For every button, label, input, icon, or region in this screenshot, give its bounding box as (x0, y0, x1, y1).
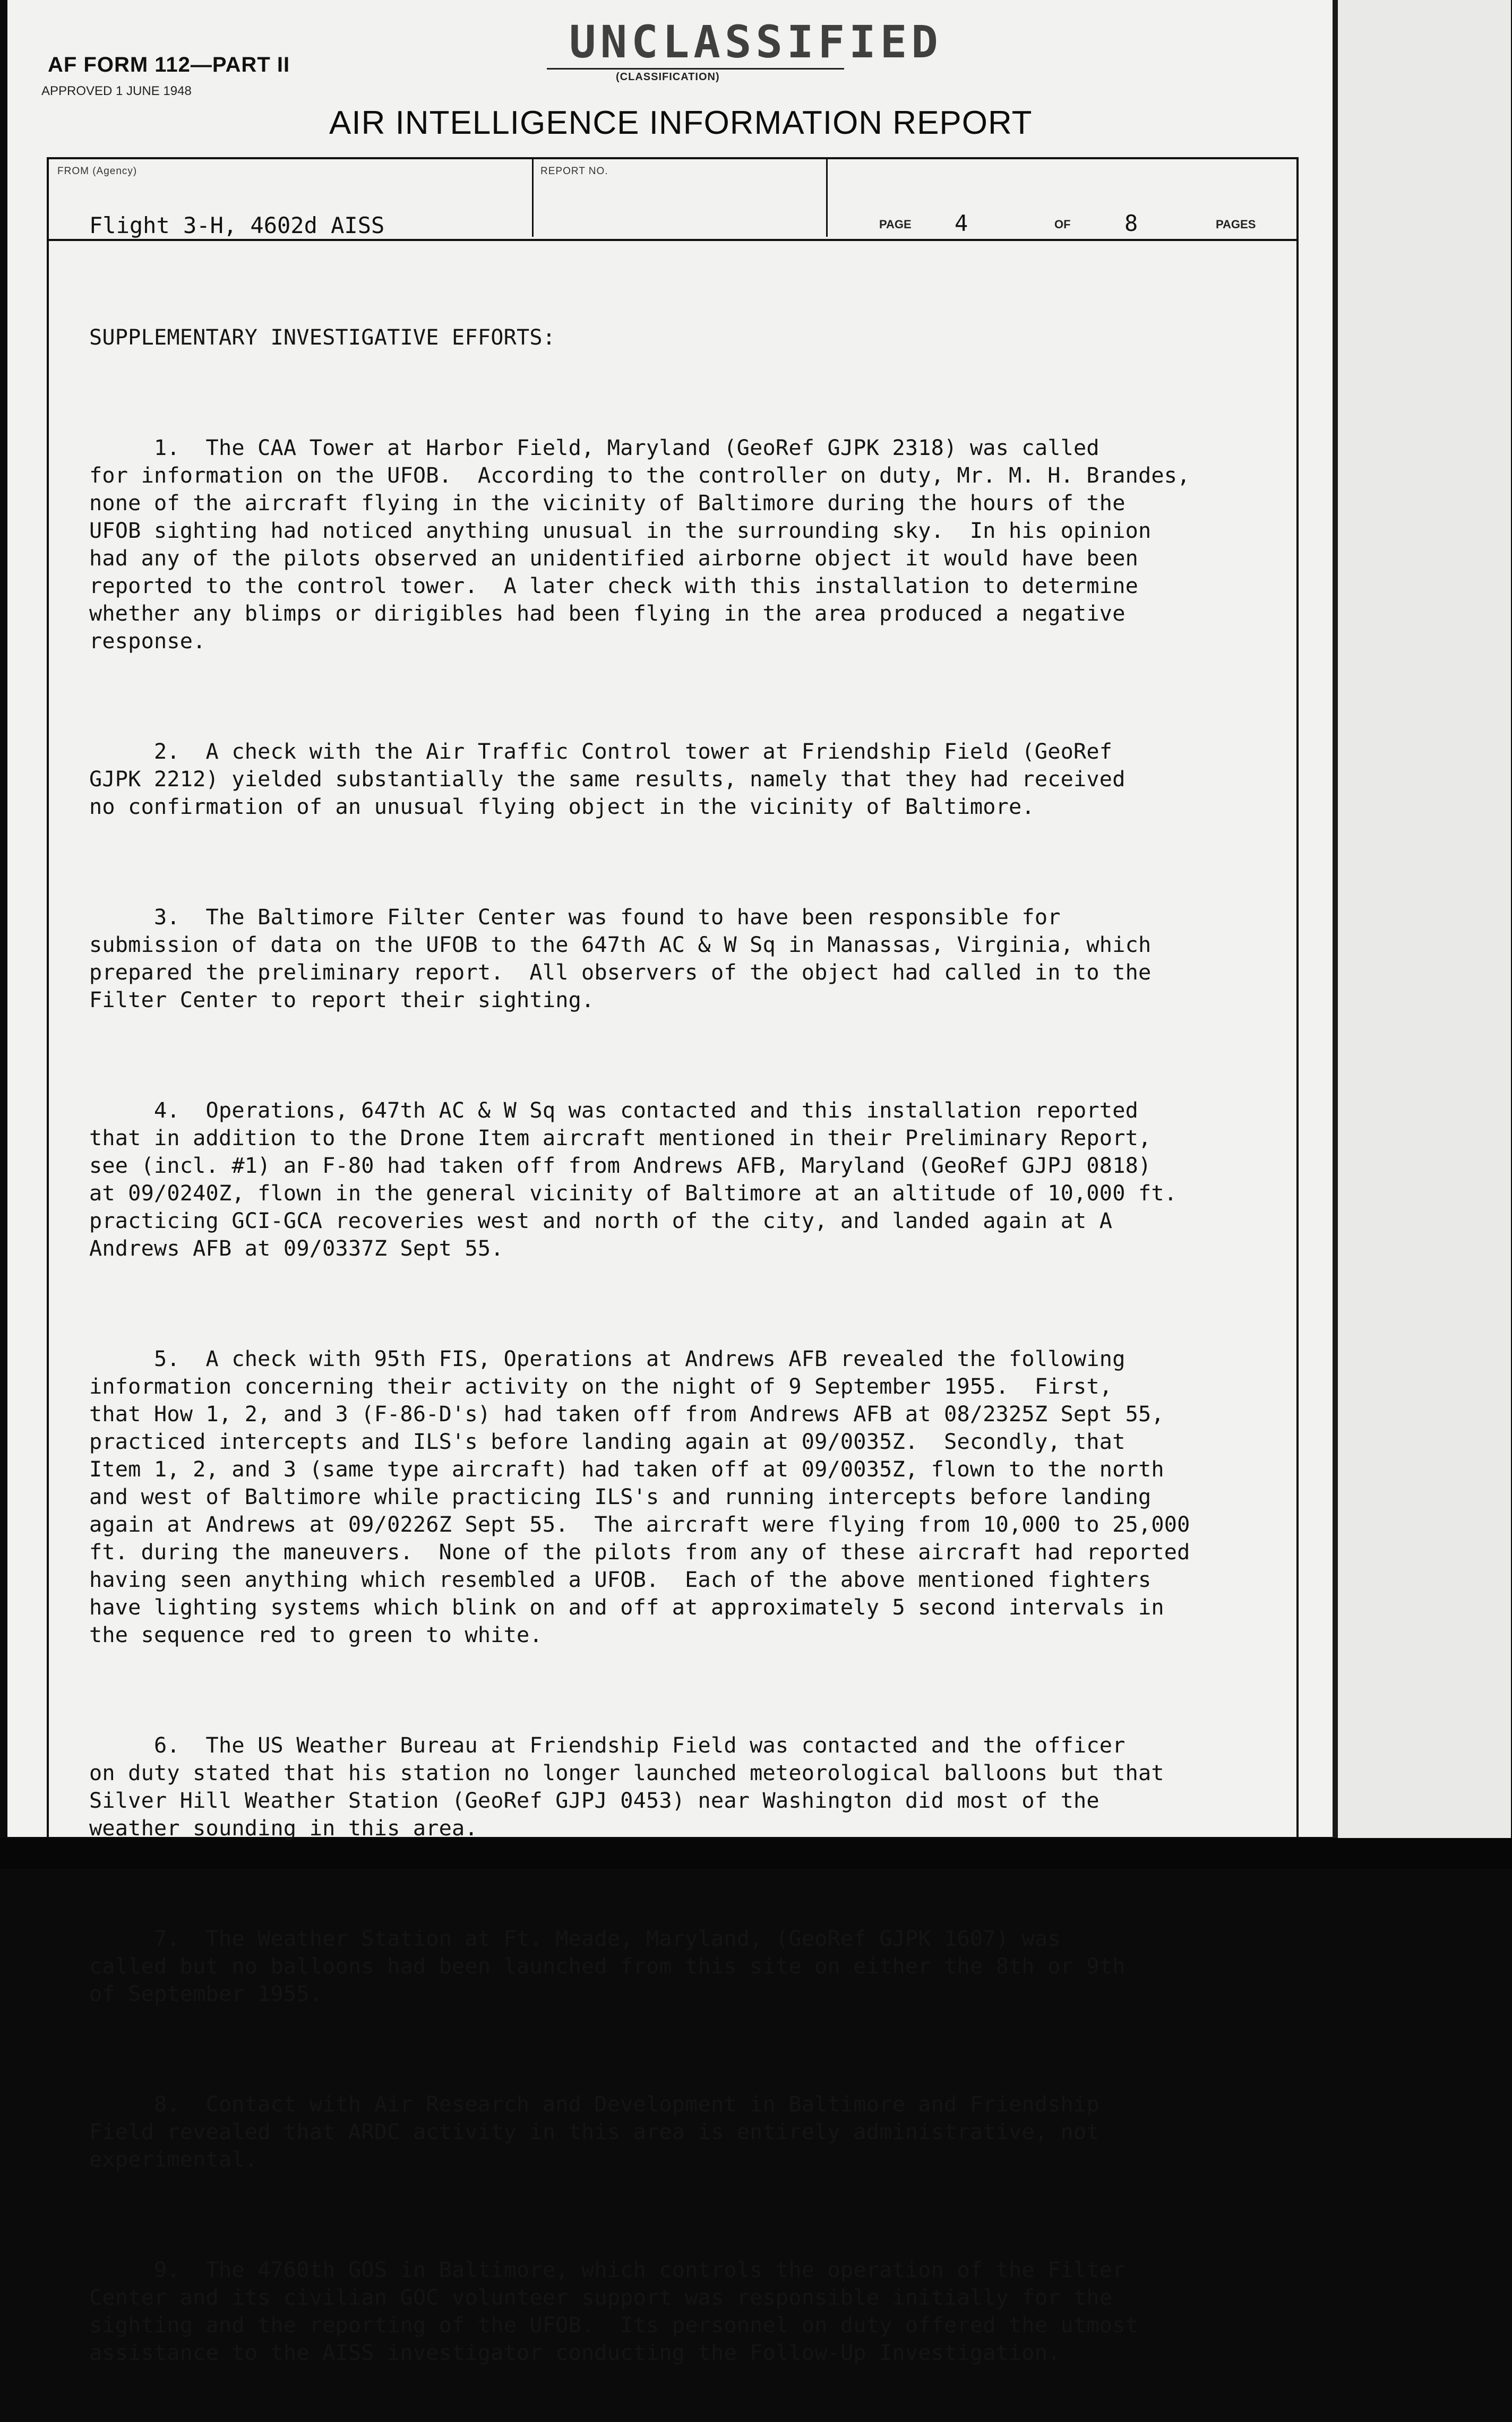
paragraph: 6. The US Weather Bureau at Friendship Field was contacted and the officer on duty stated that his station no longer launched meteorological balloons but that Silver Hill Weather Station (GeoRef GJPJ 0453) near Washington did most of the weather sounding in this area. (89, 1733, 1164, 1841)
classification-stamp: UNCLASSIFIED (569, 16, 942, 68)
total-pages: 8 (1124, 210, 1138, 236)
page-label: PAGE (879, 218, 912, 231)
header-divider (826, 159, 828, 237)
paragraph: 8. Contact with Air Research and Development in Baltimore and Friendship Field revealed that ARDC activity in this area is entirely administrative, not experimental. (89, 2092, 1099, 2172)
report-no-label: REPORT NO. (540, 166, 608, 177)
classification-underline (547, 68, 844, 70)
pages-label: PAGES (1216, 218, 1256, 231)
from-value: Flight 3-H, 4602d AISS (89, 212, 385, 238)
section-heading: SUPPLEMENTARY INVESTIGATIVE EFFORTS: (89, 325, 556, 350)
page-border-left (47, 157, 49, 1837)
paragraph: 2. A check with the Air Traffic Control tower at Friendship Field (GeoRef GJPK 2212) yielded substantially the same results, namely that they had received no confirmation of an unusual flying object in the vicinity of Baltimore. (89, 740, 1126, 819)
classification-label: (CLASSIFICATION) (616, 71, 720, 83)
from-label: FROM (Agency) (57, 166, 138, 177)
paragraph: 7. The Weather Station at Ft. Meade, Maryland, (GeoRef GJPK 1607) was called but no balloons had been launched from this site on either the 8th or 9th of September 1955. (89, 1927, 1126, 2006)
underlying-page-edge (1333, 0, 1511, 1842)
of-label: OF (1054, 218, 1071, 231)
paragraph: 9. The 4760th GOS in Baltimore, which controls the operation of the Filter Center and its civilian GOC volunteer support was responsible initially for the sighting and the reporting of the UFOB. Its personnel on duty offered the utmost assistance to the AISS investigator conducting the Follow-Up Investigation. (89, 2258, 1138, 2365)
paragraph: 5. A check with 95th FIS, Operations at Andrews AFB revealed the following information concerning their activity on the night of 9 September 1955. First, that How 1, 2, and 3 (F-86-D's) had taken off from Andrews AFB at 08/2325Z Sept 55, practiced intercepts and ILS's before landing again at 09/0035Z. Secondly, that Item 1, 2, and 3 (same type aircraft) had taken off at 09/0035Z, flown to the north and west of Baltimore while practicing ILS's and running intercepts before landing again at Andrews at 09/0226Z Sept 55. The aircraft were flying from 10,000 to 25,000 ft. during the maneuvers. None of the pilots from any of these aircraft had reported having seen anything which resembled a UFOB. Each of the above mentioned fighters have lighting systems which blink on and off at approximately 5 second intervals in the sequence red to green to white. (89, 1347, 1190, 1647)
paragraph: 4. Operations, 647th AC & W Sq was contacted and this installation reported that in addition to the Drone Item aircraft mentioned in their Preliminary Report, see (incl. #1) an F-80 had taken off from Andrews AFB, Maryland (GeoRef GJPJ 0818) at 09/0240Z, flown in the general vicinity of Baltimore at an altitude of 10,000 ft. practicing GCI-GCA recoveries west and north of the city, and landed again at A Andrews AFB at 09/0337Z Sept 55. (89, 1098, 1178, 1261)
form-approval-date: APPROVED 1 JUNE 1948 (41, 84, 192, 98)
report-body (89, 269, 1310, 2422)
paragraph: 1. The CAA Tower at Harbor Field, Maryland (GeoRef GJPK 2318) was called for information on the UFOB. According to the controller on duty, Mr. M. H. Brandes, none of the aircraft flying in the vicinity of Baltimore during the hours of the UFOB sighting had noticed anything unusual in the surrounding sky. In his opinion had any of the pilots observed an unidentified airborne object it would have been reported to the control tower. A later check with this installation to determine whether any blimps or dirigibles had been flying in the area produced a negative response. (89, 436, 1190, 654)
page-number: 4 (955, 210, 968, 236)
form-number: AF FORM 112—PART II (48, 53, 290, 76)
report-title: AIR INTELLIGENCE INFORMATION REPORT (329, 105, 1033, 141)
header-divider (532, 159, 534, 237)
paragraph: 3. The Baltimore Filter Center was found to have been responsible for submission of data on the UFOB to the 647th AC & W Sq in Manassas, Virginia, which prepared the preliminary report. All observers of the object had called in to the Filter Center to report their sighting. (89, 905, 1152, 1012)
